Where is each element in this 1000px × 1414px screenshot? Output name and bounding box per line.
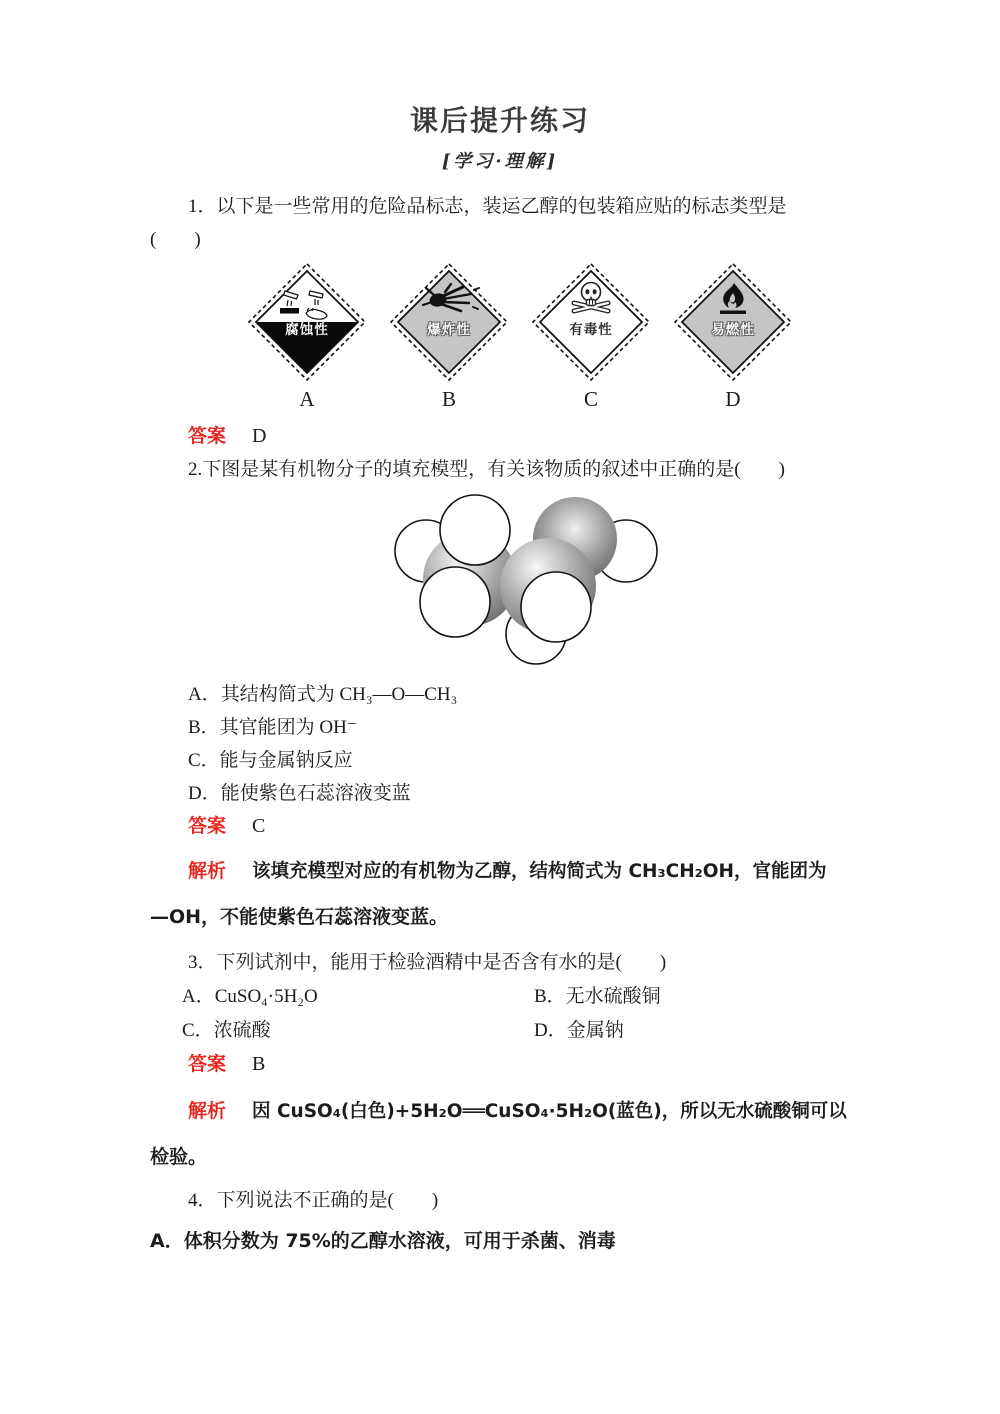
sign-name-toxic: 有毒性 [569, 322, 613, 338]
q3-option-d: D．金属钠 [534, 1020, 624, 1041]
sign-name-corrosive: 腐蚀性 [285, 322, 329, 338]
sign-letter-c: C [583, 387, 598, 411]
q3-answer-value: B [252, 1053, 266, 1075]
q4-stem: 4．下列说法不正确的是( ) [188, 1190, 439, 1211]
q3-option-b: B．无水硫酸铜 [534, 986, 661, 1007]
hazard-sign-explosive [378, 262, 520, 412]
q3-answer-label: 答案 [188, 1053, 227, 1075]
hazard-signs-figure [236, 262, 806, 412]
q3-option-a: A．CuSO₄·5H₂O [182, 986, 318, 1007]
q2-answer-value: C [252, 815, 266, 837]
q3-options [150, 980, 850, 1048]
q3-analysis-label: 解析 [188, 1100, 227, 1122]
ethanol-space-filling-model-figure [388, 494, 658, 674]
q2-answer-label: 答案 [188, 815, 227, 837]
q2-analysis-text1: 该填充模型对应的有机物为乙醇，结构简式为 CH₃CH₂OH，官能团为 [252, 861, 827, 882]
q2-option-a: A．其结构简式为 CH₃—O—CH₃ [188, 684, 458, 705]
q1-answer-label: 答案 [188, 425, 227, 447]
q1-stem-line2: ( ) [150, 229, 201, 250]
q4-option-a: A．体积分数为 75%的乙醇水溶液，可用于杀菌、消毒 [150, 1230, 616, 1252]
q3-analysis-text1: 因 CuSO₄(白色)+5H₂O══CuSO₄·5H₂O(蓝色)，所以无水硫酸铜可以 [252, 1101, 847, 1122]
q2-analysis-label: 解析 [188, 860, 227, 882]
page-subtitle: [学习·理解] [441, 151, 559, 172]
sign-letter-a: A [299, 387, 315, 411]
q2-answer-line [150, 810, 850, 843]
q3-analysis-line1 [150, 1095, 850, 1128]
q3-option-c: C．浓硫酸 [182, 1020, 271, 1041]
sign-letter-d: D [725, 387, 741, 411]
molecule-model-icon [388, 494, 658, 674]
q2-analysis-line2: —OH，不能使紫色石蕊溶液变蓝。 [150, 906, 449, 928]
q3-analysis-line2: 检验。 [150, 1146, 208, 1168]
sign-name-explosive: 爆炸性 [427, 322, 471, 338]
q2-option-c: C．能与金属钠反应 [188, 750, 353, 771]
q3-stem: 3．下列试剂中，能用于检验酒精中是否含有水的是( ) [188, 952, 667, 973]
q1-answer-line [150, 420, 850, 453]
q2-analysis-line1 [150, 855, 850, 888]
q2-option-b: B．其官能团为 OH⁻ [188, 717, 357, 738]
q2-stem: 2.下图是某有机物分子的填充模型，有关该物质的叙述中正确的是( ) [188, 459, 785, 480]
sign-letter-b: B [441, 387, 456, 411]
q1-stem-line1: 1．以下是一些常用的危险品标志，装运乙醇的包装箱应贴的标志类型是 [188, 196, 787, 217]
hazard-sign-flammable [662, 262, 804, 412]
q2-option-d: D．能使紫色石蕊溶液变蓝 [188, 783, 411, 804]
q1-answer-value: D [252, 425, 267, 447]
sign-name-flammable: 易燃性 [711, 322, 755, 338]
q3-answer-line [150, 1048, 850, 1081]
hazard-sign-corrosive [236, 262, 378, 412]
hazard-sign-toxic [520, 262, 662, 412]
page-title: 课后提升练习 [409, 104, 590, 137]
